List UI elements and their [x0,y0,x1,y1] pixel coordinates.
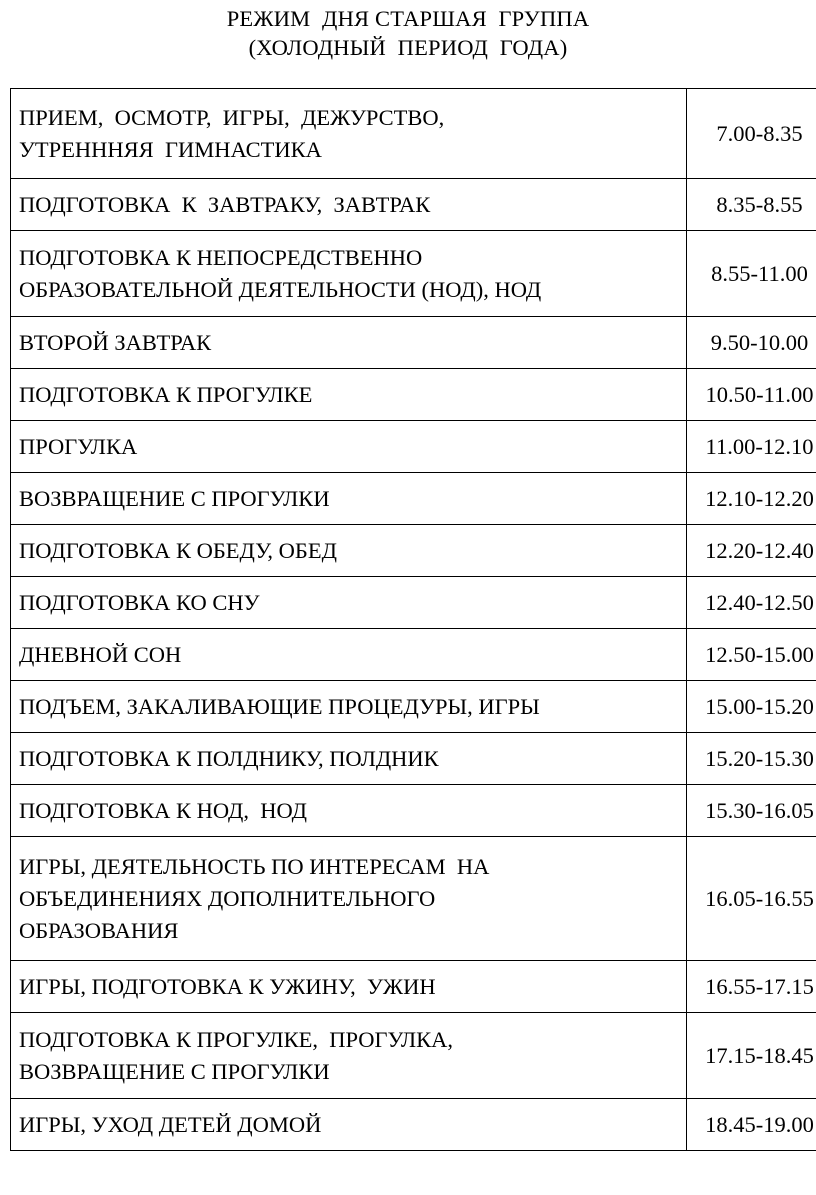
document-title [0,4,816,62]
time-cell: 9.50-10.00 [687,317,816,369]
time-cell: 16.05-16.55 [687,837,816,961]
table-row [11,231,816,317]
table-row [11,961,816,1013]
table-row [11,473,816,525]
table-row [11,837,816,961]
activity-cell: ПОДГОТОВКА К НЕПОСРЕДСТВЕННО ОБРАЗОВАТЕЛЬНОЙ ДЕЯТЕЛЬНОСТИ (НОД), НОД [11,231,687,317]
table-row [11,681,816,733]
schedule-table [10,88,816,1151]
time-cell: 15.00-15.20 [687,681,816,733]
time-cell: 11.00-12.10 [687,421,816,473]
table-row [11,89,816,179]
activity-cell: ПОДГОТОВКА К ОБЕДУ, ОБЕД [11,525,687,577]
time-cell: 12.50-15.00 [687,629,816,681]
activity-cell: ДНЕВНОЙ СОН [11,629,687,681]
table-row [11,629,816,681]
table-row [11,733,816,785]
activity-cell: ПОДГОТОВКА К НОД, НОД [11,785,687,837]
time-cell: 8.35-8.55 [687,179,816,231]
activity-cell: ПОДГОТОВКА К ЗАВТРАКУ, ЗАВТРАК [11,179,687,231]
time-cell: 12.20-12.40 [687,525,816,577]
table-row [11,317,816,369]
time-cell: 12.10-12.20 [687,473,816,525]
activity-cell: ПОДГОТОВКА К ПРОГУЛКЕ, ПРОГУЛКА, ВОЗВРАЩЕНИЕ С ПРОГУЛКИ [11,1013,687,1099]
time-cell: 18.45-19.00 [687,1099,816,1151]
table-row [11,421,816,473]
activity-cell: ПРИЕМ, ОСМОТР, ИГРЫ, ДЕЖУРСТВО, УТРЕНННЯЯ ГИМНАСТИКА [11,89,687,179]
time-cell: 17.15-18.45 [687,1013,816,1099]
table-row [11,369,816,421]
activity-cell: ПОДГОТОВКА К ПРОГУЛКЕ [11,369,687,421]
table-row [11,785,816,837]
activity-cell: ПРОГУЛКА [11,421,687,473]
activity-cell: ВОЗВРАЩЕНИЕ С ПРОГУЛКИ [11,473,687,525]
time-cell: 12.40-12.50 [687,577,816,629]
table-row [11,179,816,231]
time-cell: 15.30-16.05 [687,785,816,837]
activity-cell: ПОДГОТОВКА К ПОЛДНИКУ, ПОЛДНИК [11,733,687,785]
time-cell: 8.55-11.00 [687,231,816,317]
table-row [11,525,816,577]
table-row [11,1099,816,1151]
time-cell: 10.50-11.00 [687,369,816,421]
title-line-1: РЕЖИМ ДНЯ СТАРШАЯ ГРУППА [226,6,590,31]
activity-cell: ПОДЪЕМ, ЗАКАЛИВАЮЩИЕ ПРОЦЕДУРЫ, ИГРЫ [11,681,687,733]
table-row [11,1013,816,1099]
time-cell: 7.00-8.35 [687,89,816,179]
activity-cell: ИГРЫ, ДЕЯТЕЛЬНОСТЬ ПО ИНТЕРЕСАМ НА ОБЪЕДИНЕНИЯХ ДОПОЛНИТЕЛЬНОГО ОБРАЗОВАНИЯ [11,837,687,961]
time-cell: 16.55-17.15 [687,961,816,1013]
activity-cell: ИГРЫ, ПОДГОТОВКА К УЖИНУ, УЖИН [11,961,687,1013]
activity-cell: ИГРЫ, УХОД ДЕТЕЙ ДОМОЙ [11,1099,687,1151]
activity-cell: ПОДГОТОВКА КО СНУ [11,577,687,629]
table-row [11,577,816,629]
activity-cell: ВТОРОЙ ЗАВТРАК [11,317,687,369]
time-cell: 15.20-15.30 [687,733,816,785]
title-line-2: (ХОЛОДНЫЙ ПЕРИОД ГОДА) [248,35,568,60]
